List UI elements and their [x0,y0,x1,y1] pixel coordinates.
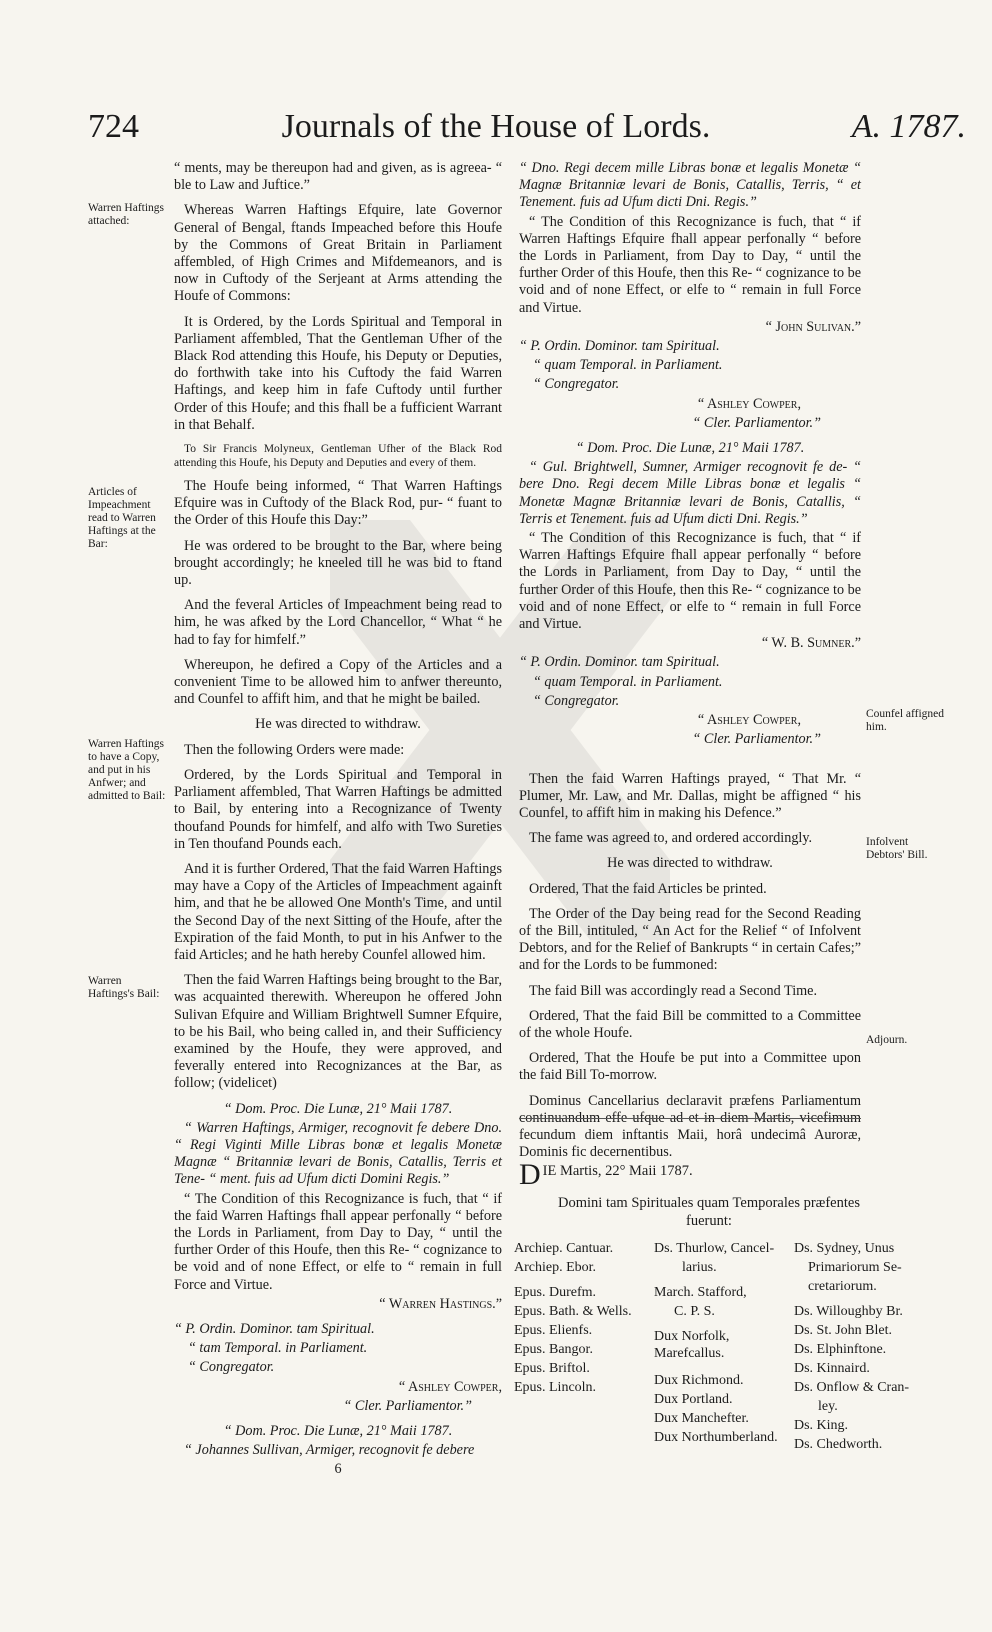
attendee: cretariorum. [808,1279,877,1294]
attendee: March. Stafford, [654,1285,747,1300]
paragraph: He was directed to withdraw. [255,716,421,733]
paragraph: “ Congregator. [533,376,620,393]
signature: “ Cler. Parliamentor.” [692,414,821,431]
right-column [519,160,861,1169]
paragraph: “ Dno. Regi decem mille Libras bonæ et legalis Monetæ “ Magnæ Britanniæ levari de Bonis, Catallis, Terris, “ et Tenement. fuis ad Ufum dicti Dni. Regis.” [519,160,861,211]
attendee: Dux Richmond. [654,1373,744,1388]
paragraph: Whereas Warren Haftings Efquire, late Governor General of Bengal, ftands Impeached before this Houfe by the Commons of Great Britain in Parliament affembled, of High Crimes and Mifdemeanors, and is now in Cuftody of the Serjeant at Arms attending the Houfe of Commons: [174,202,502,305]
paragraph: “ The Condition of this Recognizance is fuch, that “ if Warren Haftings Efquire fhall appear perfonally “ before the Lords in Parliament, from Day to Day, “ until the further Order of this Houfe, then this Re- “ cognizance to be void and of none Effect, or elfe to “ remain in full Force and Virtue. [519,530,861,633]
signature: “ Ashley Cowper, [697,395,801,412]
paragraph: “ ments, may be thereupon had and given, as is agreea- “ ble to Law and Juftice.” [174,160,502,194]
paragraph: Ordered, That the faid Bill be committed to a Committee of the whole Houfe. [519,1007,861,1041]
paragraph: Then the following Orders were made: [184,741,405,758]
paragraph: He was ordered to be brought to the Bar, where being brought accordingly; he kneeled till he was bid to ftand up. [174,537,502,589]
attendee: ley. [818,1399,838,1414]
attendee: Dux Manchefter. [654,1411,749,1426]
warrant-address: To Sir Francis Molyneux, Gentleman Ufher of the Black Rod attending this Houfe, his Deputy and Deputies and every of them. [174,443,502,470]
present-lords-subheading: Domini tam Spirituales quam Temporales præfentes fuerunt: [558,1195,860,1229]
section-divider [519,1118,861,1119]
attendance-col-bishops [514,1240,634,1398]
margin-note-bail: Warren Haftings's Bail: [88,975,160,1000]
attendee: Epus. Elienfs. [514,1323,593,1338]
new-day-heading [519,1158,879,1230]
paragraph: And the feveral Articles of Impeachment being read to him, he was afked by the Lord Chancellor, “ What “ he had to fay for himfelf.” [174,597,502,648]
journal-title: Journals of the House of Lords. [281,108,711,145]
paragraph: “ P. Ordin. Dominor. tam Spiritual. [174,1320,375,1337]
paragraph: “ Dom. Proc. Die Lunæ, 21° Maii 1787. [575,440,805,457]
left-column [174,160,502,1481]
drop-cap: D [519,1158,541,1191]
paragraph: Ordered, by the Lords Spiritual and Temporal in Parliament affembled, That Warren Haftings be admitted to Bail, by entering into a Recognizance of Twenty thoufand Pounds for himfelf, and alfo with Two Sureties in Ten thoufand Pounds each. [174,766,502,852]
signature: “ John Sulivan.” [765,318,861,335]
attendee: Dux Portland. [654,1392,733,1407]
margin-note-attached: Warren Haftings attached: [88,202,165,227]
paragraph: “ Gul. Brightwell, Sumner, Armiger recognovit fe de- “ bere Dno. Regi decem Mille Libras bonæ et legalis “ Monetæ Magnæ Britanniæ levari de Bonis, Catallis, “ Terris et Tenement. fuis ad Ufum dicti Dni. Regis.” [519,459,861,527]
attendee: Ds. Onflow & Cran- [794,1380,910,1395]
attendee: Ds. Kinnaird. [794,1361,870,1376]
paragraph: “ The Condition of this Recognizance is fuch, that “ if the faid Warren Haftings fhall appear perfonally “ before the Lords in Parliament, from Day to Day, “ until the further Order of this Houfe, then this Re- “ cognizance to be void and of none Effect, or elfe to “ remain in full Force and Virtue. [174,1190,502,1293]
journal-year: A. 1787. [851,108,966,145]
paragraph: “ P. Ordin. Dominor. tam Spiritual. [519,654,720,671]
paragraph: Dominus Cancellarius declaravit præfens Parliamentum continuandum effe ufque ad et in diem Martis, vicefimum fecundum diem inftantis Maii, horâ undecimâ Auroræ, Dominis fic decernentibus. [519,1092,861,1161]
attendee: C. P. S. [674,1304,715,1319]
attendee: Ds. Elphinftone. [794,1342,887,1357]
paragraph: “ Congregator. [188,1359,275,1376]
attendee: Epus. Briftol. [514,1361,590,1376]
margin-note-copy-bail: Warren Haftings to have a Copy, and put in his Anfwer; and admitted to Bail: [88,738,166,802]
signature: “ Ashley Cowper, [398,1378,502,1395]
signature: “ Cler. Parliamentor.” [343,1397,472,1414]
paragraph: “ Dom. Proc. Die Lunæ, 21° Maii 1787. [223,1100,453,1117]
paragraph: “ tam Temporal. in Parliament. [188,1340,368,1357]
margin-note-counsel: Counfel affigned him. [866,708,945,733]
signature: “ Ashley Cowper, [697,712,801,729]
attendance-col-barons [794,1240,924,1455]
paragraph: “ Johannes Sullivan, Armiger, recognovit fe debere [184,1442,475,1459]
new-day-date: IE Martis, 22° Maii 1787. [542,1163,693,1179]
paragraph: And it is further Ordered, That the faid Warren Haftings may have a Copy of the Articles of Impeachment againft him, and that he be allowed One Month's Time, and until the Second Day of the next Sitting of the Houfe, after the Expiration of the faid Month, to put in his Anfwer to the faid Articles; and he hath hereby Counfel allowed him. [174,860,502,963]
attendee: Epus. Durefm. [514,1285,597,1300]
paragraph: “ quam Temporal. in Parliament. [533,673,723,690]
paragraph: “ Congregator. [533,692,620,709]
paragraph: Then the faid Warren Haftings being brought to the Bar, was acquainted therewith. Whereupon he offered John Sulivan Efquire and William Brightwell Sumner Efquire, to be his Bail, who being called in, and their Sufficiency examined by the Houfe, they were approved, and feverally entered into Recognizances at the Bar, as follow; (videlicet) [174,972,502,1092]
margin-note-insolvent-bill: Infolvent Debtors' Bill. [866,836,928,861]
signature: “ Warren Hastings.” [379,1295,502,1312]
paragraph: It is Ordered, by the Lords Spiritual and Temporal in Parliament affembled, That the Gentleman Ufher of the Black Rod attending this Houfe, his Deputy or Deputies, do forthwith take into his Cuftody the faid Warren Haftings, and keep him in fafe Cuftody until further Order of this Houfe; and this fhall be a fufficient Warrant in that Behalf. [174,313,502,433]
paragraph: The Houfe being informed, “ That Warren Haftings Efquire was in Cuftody of the Black Rod, pur- “ fuant to the Order of this Houfe this Day:” [174,478,502,529]
attendee: Dux Norfolk, Marefcallus. [654,1329,730,1361]
margin-note-adjourn: Adjourn. [866,1034,908,1046]
attendee: Epus. Bangor. [514,1342,593,1357]
attendee: Epus. Lincoln. [514,1380,597,1395]
attendee: Ds. Chedworth. [794,1437,883,1452]
attendee: Ds. Willoughby Br. [794,1304,903,1319]
paragraph: The faid Bill was accordingly read a Second Time. [529,982,818,999]
attendee: Primariorum Se- [808,1260,902,1275]
paragraph: “ P. Ordin. Dominor. tam Spiritual. [519,338,720,355]
attendee: Ds. King. [794,1418,849,1433]
catchword: 6 [334,1461,342,1478]
paragraph: The Order of the Day being read for the Second Reading of the Bill, intituled, “ An Act for the Relief “ of Infolvent Debtors, and for the Relief of Bankrupts “ in certain Cafes;” and for the Lords to be fummoned: [519,905,861,974]
paragraph: Then the faid Warren Haftings prayed, “ That Mr. “ Plumer, Mr. Law, and Mr. Dallas, might be affigned “ his Counfel, to affift him in making his Defence.” [519,770,861,821]
paragraph: “ quam Temporal. in Parliament. [533,357,723,374]
attendee: Ds. St. John Blet. [794,1323,893,1338]
attendance-col-dukes [654,1240,794,1448]
paragraph: Whereupon, he defired a Copy of the Articles and a convenient Time to be allowed him to anfwer thereunto, and Counfel to affift him, and that he might be bailed. [174,656,502,708]
paragraph: He was directed to withdraw. [607,855,773,872]
attendee: Ds. Thurlow, Cancel- [654,1241,775,1256]
paragraph: Ordered, That the faid Articles be printed. [529,880,767,897]
margin-note-articles-read: Articles of Impeachment read to Warren Haftings at the Bar: [88,486,156,550]
attendee: Dux Northumberland. [654,1430,778,1445]
attendee: Epus. Bath. & Wells. [514,1304,632,1319]
paragraph: “ Dom. Proc. Die Lunæ, 21° Maii 1787. [223,1423,453,1439]
attendee: Archiep. Cantuar. [514,1241,614,1256]
signature: “ W. B. Sumner.” [761,635,861,652]
paragraph: The fame was agreed to, and ordered accordingly. [529,830,813,847]
attendee: larius. [682,1260,717,1275]
attendee: Archiep. Ebor. [514,1260,597,1275]
signature: “ Cler. Parliamentor.” [692,731,821,748]
paragraph: “ Warren Haftings, Armiger, recognovit fe debere Dno. “ Regi Viginti Mille Libras bonæ et legalis Monetæ Magnæ “ Britanniæ levari de Bonis, Catallis, Terris et Tene- “ ment. fuis ad Ufum dicti Domini Regis.” [174,1119,502,1188]
paragraph: Ordered, That the Houfe be put into a Committee upon the faid Bill To-morrow. [519,1050,861,1084]
page-number: 724 [88,108,139,145]
paragraph: “ The Condition of this Recognizance is fuch, that “ if Warren Haftings Efquire fhall appear perfonally “ before the Lords in Parliament, from Day to Day, “ until the further Order of this Houfe, then this Re- “ cognizance to be void and of none Effect, or elfe to “ remain in full Force and Virtue. [519,213,861,316]
attendee: Ds. Sydney, Unus [794,1241,895,1256]
